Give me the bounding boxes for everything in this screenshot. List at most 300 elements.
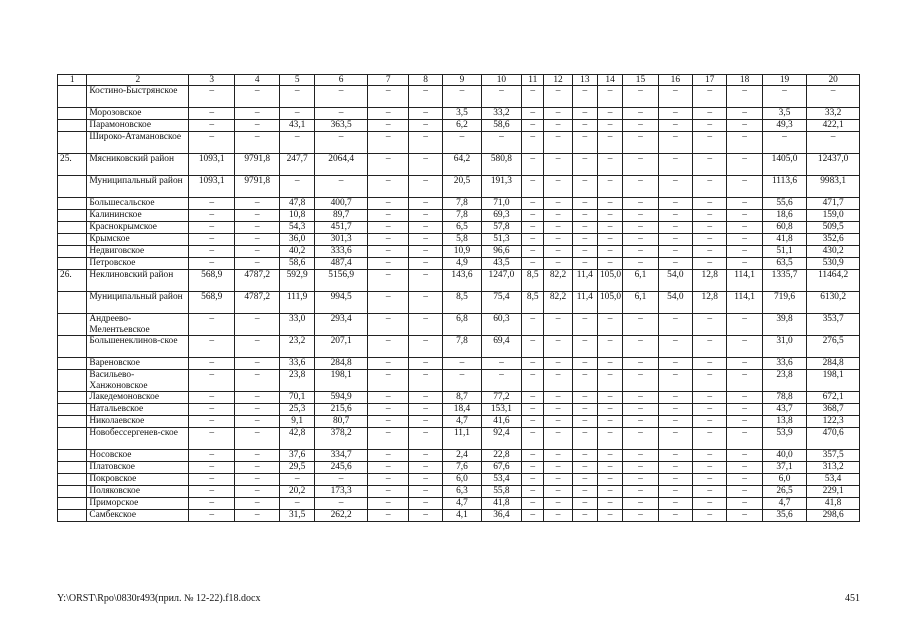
cell-value: 159,0 [807,210,860,222]
cell-value: – [658,258,692,270]
column-header: 3 [189,75,235,86]
row-number [58,132,87,154]
cell-value: – [314,474,368,486]
row-name: Недвиговское [87,246,189,258]
table-row [58,108,860,120]
cell-value: – [727,392,762,404]
cell-value: 55,8 [481,486,521,498]
cell-value: 400,7 [314,198,368,210]
row-name: Вареновское [87,358,189,370]
cell-value: 23,8 [762,370,806,392]
cell-value: – [522,246,544,258]
cell-value: 26,5 [762,486,806,498]
cell-value: – [572,416,597,428]
cell-value: – [597,450,622,462]
cell-value: – [408,416,442,428]
cell-value: – [727,108,762,120]
cell-value: – [597,428,622,450]
cell-value: – [368,314,408,336]
cell-value: – [597,258,622,270]
cell-value: 55,6 [762,198,806,210]
cell-value: – [234,392,280,404]
cell-value: – [544,222,572,234]
table-row [58,450,860,462]
cell-value: – [368,486,408,498]
cell-value: – [623,132,658,154]
cell-value: – [727,210,762,222]
cell-value: – [522,450,544,462]
cell-value: – [572,198,597,210]
column-header: 17 [693,75,727,86]
cell-value: – [693,198,727,210]
cell-value: 47,8 [280,198,314,210]
cell-value: 430,2 [807,246,860,258]
cell-value: 64,2 [443,154,481,176]
cell-value: – [658,234,692,246]
cell-value: – [408,176,442,198]
cell-value: – [572,120,597,132]
cell-value: 1093,1 [189,176,235,198]
cell-value: – [727,486,762,498]
cell-value: – [572,210,597,222]
cell-value: – [623,462,658,474]
cell-value: – [727,222,762,234]
cell-value: 594,9 [314,392,368,404]
cell-value: 153,1 [481,404,521,416]
cell-value: 215,6 [314,404,368,416]
cell-value: – [189,358,235,370]
cell-value: – [522,474,544,486]
cell-value: – [368,358,408,370]
cell-value: – [368,222,408,234]
cell-value: – [368,392,408,404]
cell-value: – [189,336,235,358]
cell-value: – [408,120,442,132]
cell-value: 89,7 [314,210,368,222]
cell-value: 31,5 [280,510,314,522]
cell-value: – [693,246,727,258]
row-name: Костино-Быстрянское [87,86,189,108]
table-row [58,370,860,392]
cell-value: – [280,474,314,486]
row-number [58,474,87,486]
cell-value: – [572,234,597,246]
column-header: 15 [623,75,658,86]
cell-value: – [368,370,408,392]
row-name: Краснокрымское [87,222,189,234]
row-name: Неклиновский район [87,270,189,292]
row-number [58,176,87,198]
row-number [58,234,87,246]
cell-value: – [189,86,235,108]
cell-value: 60,8 [762,222,806,234]
table-row [58,132,860,154]
cell-value: 22,8 [481,450,521,462]
cell-value: – [544,258,572,270]
cell-value: – [572,222,597,234]
cell-value: – [189,498,235,510]
cell-value: 33,6 [762,358,806,370]
cell-value: – [597,370,622,392]
cell-value: – [544,358,572,370]
cell-value: – [693,108,727,120]
row-name: Николаевское [87,416,189,428]
cell-value: – [597,86,622,108]
cell-value: – [522,498,544,510]
cell-value: – [443,370,481,392]
cell-value: – [234,474,280,486]
row-name: Калининское [87,210,189,222]
cell-value: 8,5 [522,270,544,292]
cell-value: 40,2 [280,246,314,258]
cell-value: – [234,510,280,522]
cell-value: – [658,416,692,428]
cell-value: – [189,474,235,486]
cell-value: 12437,0 [807,154,860,176]
row-number [58,222,87,234]
cell-value: – [189,222,235,234]
cell-value: – [408,450,442,462]
cell-value: 105,0 [597,292,622,314]
cell-value: 1113,6 [762,176,806,198]
cell-value: – [522,336,544,358]
cell-value: – [408,428,442,450]
cell-value: – [623,120,658,132]
cell-value: 580,8 [481,154,521,176]
cell-value: – [522,132,544,154]
cell-value: – [693,510,727,522]
cell-value: – [572,462,597,474]
cell-value: – [623,222,658,234]
cell-value: 1093,1 [189,154,235,176]
column-header: 10 [481,75,521,86]
cell-value: 6,0 [443,474,481,486]
cell-value: – [727,258,762,270]
cell-value: – [572,108,597,120]
cell-value: – [623,428,658,450]
cell-value: – [623,154,658,176]
cell-value: – [234,234,280,246]
row-number [58,370,87,392]
cell-value: – [234,486,280,498]
cell-value: – [408,510,442,522]
cell-value: – [572,336,597,358]
cell-value: – [408,370,442,392]
cell-value: 54,3 [280,222,314,234]
cell-value: – [314,498,368,510]
cell-value: – [368,108,408,120]
cell-value: 49,3 [762,120,806,132]
cell-value: 18,6 [762,210,806,222]
cell-value: 357,5 [807,450,860,462]
cell-value: – [597,108,622,120]
cell-value: – [522,370,544,392]
cell-value: – [522,154,544,176]
table-row [58,246,860,258]
cell-value: – [408,132,442,154]
cell-value: – [368,210,408,222]
cell-value: – [189,108,235,120]
cell-value: – [408,498,442,510]
cell-value: 114,1 [727,292,762,314]
table-row [58,358,860,370]
cell-value: – [368,510,408,522]
row-name: Крымское [87,234,189,246]
cell-value: – [693,450,727,462]
cell-value: – [368,198,408,210]
row-name: Новобессергенев-ское [87,428,189,450]
cell-value: – [544,392,572,404]
table-row [58,404,860,416]
cell-value: 10,8 [280,210,314,222]
cell-value: 57,8 [481,222,521,234]
row-number [58,358,87,370]
cell-value: 276,5 [807,336,860,358]
cell-value: – [623,198,658,210]
cell-value: – [522,234,544,246]
cell-value: – [189,462,235,474]
cell-value: 53,4 [481,474,521,486]
cell-value: – [572,392,597,404]
row-name: Натальевское [87,404,189,416]
cell-value: 11,4 [572,292,597,314]
cell-value: – [368,132,408,154]
cell-value: – [727,450,762,462]
table-row [58,510,860,522]
cell-value: – [572,498,597,510]
cell-value: – [544,510,572,522]
cell-value: – [443,358,481,370]
row-name: Самбекское [87,510,189,522]
cell-value: – [693,392,727,404]
cell-value: 18,4 [443,404,481,416]
cell-value: 293,4 [314,314,368,336]
cell-value: 58,6 [481,120,521,132]
cell-value: – [807,86,860,108]
cell-value: 4,7 [443,416,481,428]
cell-value: – [658,336,692,358]
cell-value: – [658,314,692,336]
cell-value: – [189,314,235,336]
column-header: 11 [522,75,544,86]
cell-value: – [544,404,572,416]
cell-value: – [658,450,692,462]
cell-value: – [597,314,622,336]
cell-value: 2064,4 [314,154,368,176]
cell-value: 78,8 [762,392,806,404]
cell-value: – [544,246,572,258]
cell-value: – [693,154,727,176]
cell-value: 2,4 [443,450,481,462]
cell-value: 143,6 [443,270,481,292]
cell-value: – [693,86,727,108]
cell-value: – [408,246,442,258]
cell-value: 36,4 [481,510,521,522]
cell-value: – [572,176,597,198]
cell-value: 31,0 [762,336,806,358]
cell-value: 114,1 [727,270,762,292]
cell-value: 4,7 [762,498,806,510]
cell-value: 58,6 [280,258,314,270]
cell-value: 301,3 [314,234,368,246]
cell-value: – [572,246,597,258]
cell-value: 35,6 [762,510,806,522]
cell-value: – [597,176,622,198]
cell-value: 80,7 [314,416,368,428]
cell-value: – [572,450,597,462]
cell-value: – [189,428,235,450]
cell-value: – [522,258,544,270]
row-number [58,210,87,222]
cell-value: – [623,392,658,404]
cell-value: – [234,370,280,392]
cell-value: – [597,120,622,132]
cell-value: – [597,234,622,246]
cell-value: – [368,416,408,428]
page-number: 451 [845,593,860,604]
cell-value: 122,3 [807,416,860,428]
table-row [58,222,860,234]
table-row [58,270,860,292]
cell-value: – [727,86,762,108]
cell-value: – [623,370,658,392]
cell-value: – [280,86,314,108]
table-row [58,176,860,198]
cell-value: – [408,358,442,370]
cell-value: – [572,510,597,522]
cell-value: 568,9 [189,270,235,292]
cell-value: – [522,176,544,198]
cell-value: – [727,336,762,358]
cell-value: 60,3 [481,314,521,336]
row-name: Большесальское [87,198,189,210]
cell-value: – [623,498,658,510]
cell-value: – [368,86,408,108]
table-row [58,292,860,314]
cell-value: – [658,404,692,416]
cell-value: – [693,474,727,486]
cell-value: – [314,132,368,154]
cell-value: 6,8 [443,314,481,336]
cell-value: – [234,132,280,154]
cell-value: – [623,314,658,336]
table-row [58,428,860,450]
cell-value: – [727,132,762,154]
cell-value: 994,5 [314,292,368,314]
table-row [58,474,860,486]
cell-value: – [368,292,408,314]
cell-value: 41,6 [481,416,521,428]
cell-value: – [522,404,544,416]
row-name: Лакедемоновское [87,392,189,404]
cell-value: – [597,132,622,154]
cell-value: 5156,9 [314,270,368,292]
cell-value: – [693,462,727,474]
cell-value: – [727,416,762,428]
cell-value: – [693,176,727,198]
cell-value: – [544,428,572,450]
cell-value: 37,6 [280,450,314,462]
cell-value: 352,6 [807,234,860,246]
column-header: 14 [597,75,622,86]
cell-value: – [658,108,692,120]
column-header: 9 [443,75,481,86]
row-name: Муниципальный район [87,176,189,198]
cell-value: 5,8 [443,234,481,246]
column-header: 1 [58,75,87,86]
cell-value: 191,3 [481,176,521,198]
cell-value: 20,2 [280,486,314,498]
column-header: 20 [807,75,860,86]
cell-value: 313,2 [807,462,860,474]
cell-value: 334,7 [314,450,368,462]
row-number [58,108,87,120]
cell-value: – [623,474,658,486]
cell-value: – [658,86,692,108]
cell-value: 7,6 [443,462,481,474]
cell-value: – [544,416,572,428]
cell-value: – [522,486,544,498]
cell-value: – [522,416,544,428]
cell-value: 23,2 [280,336,314,358]
cell-value: – [522,108,544,120]
cell-value: 11,1 [443,428,481,450]
cell-value: 69,4 [481,336,521,358]
cell-value: 451,7 [314,222,368,234]
cell-value: – [368,404,408,416]
row-name: Андреево-Мелентьевское [87,314,189,336]
cell-value: 363,5 [314,120,368,132]
cell-value: 96,6 [481,246,521,258]
cell-value: – [234,314,280,336]
cell-value: – [234,120,280,132]
cell-value: – [234,462,280,474]
cell-value: – [189,198,235,210]
table-row [58,120,860,132]
cell-value: – [623,336,658,358]
cell-value: – [544,198,572,210]
cell-value: – [314,176,368,198]
cell-value: 20,5 [443,176,481,198]
column-header: 5 [280,75,314,86]
cell-value: 173,3 [314,486,368,498]
cell-value: – [597,498,622,510]
cell-value: – [189,404,235,416]
cell-value: 39,8 [762,314,806,336]
cell-value: – [234,246,280,258]
cell-value: 63,5 [762,258,806,270]
cell-value: 353,7 [807,314,860,336]
cell-value: – [522,210,544,222]
cell-value: – [623,486,658,498]
cell-value: – [234,358,280,370]
cell-value: 13,8 [762,416,806,428]
cell-value: 7,8 [443,198,481,210]
cell-value: – [408,222,442,234]
cell-value: 6,5 [443,222,481,234]
cell-value: – [368,462,408,474]
cell-value: 43,5 [481,258,521,270]
cell-value: 43,1 [280,120,314,132]
row-number [58,392,87,404]
cell-value: 6,2 [443,120,481,132]
cell-value: – [693,132,727,154]
cell-value: 530,9 [807,258,860,270]
table-row [58,86,860,108]
cell-value: – [658,132,692,154]
cell-value: – [189,234,235,246]
cell-value: 33,6 [280,358,314,370]
